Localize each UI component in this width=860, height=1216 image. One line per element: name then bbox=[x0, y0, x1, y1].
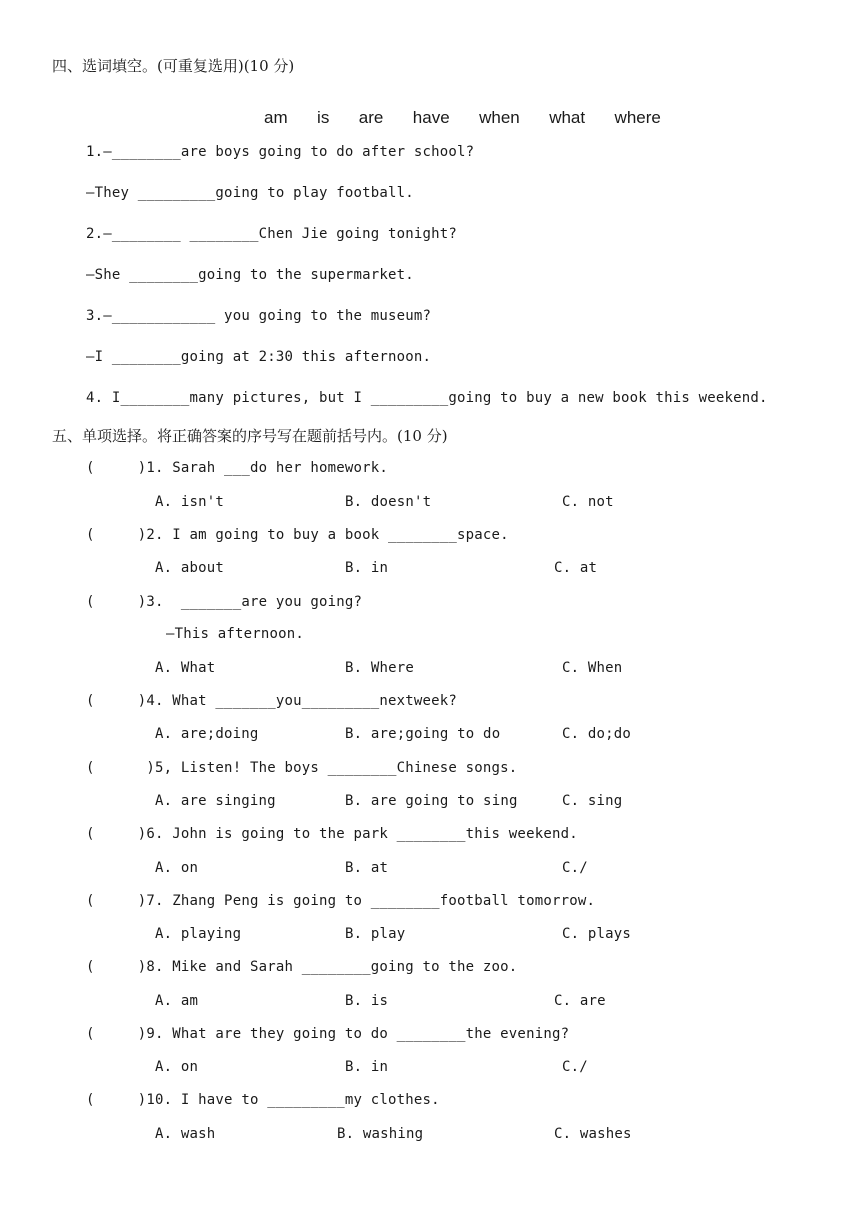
option-b: B. is bbox=[345, 993, 389, 1009]
option-b: B. Where bbox=[345, 660, 415, 676]
option-b: B. are;going to do bbox=[345, 726, 501, 742]
option-b: B. are going to sing bbox=[345, 793, 518, 809]
section4-heading: 四、选词填空。(可重复选用)(10 分) bbox=[52, 57, 295, 75]
option-a: A. am bbox=[155, 993, 199, 1009]
option-c: C./ bbox=[562, 860, 588, 876]
option-a: A. about bbox=[155, 560, 225, 576]
question-stem: ( )5, Listen! The boys ________Chinese songs. bbox=[86, 760, 518, 776]
option-c: C. do;do bbox=[562, 726, 632, 742]
word-bank: am is are have when what where bbox=[264, 108, 661, 127]
option-b: B. doesn't bbox=[345, 494, 432, 510]
option-b: B. washing bbox=[337, 1126, 424, 1142]
option-a: A. on bbox=[155, 860, 199, 876]
question-stem: ( )8. Mike and Sarah ________going to the zoo. bbox=[86, 959, 518, 975]
question-stem: ( )9. What are they going to do ________the evening? bbox=[86, 1026, 570, 1042]
option-b: B. in bbox=[345, 1059, 389, 1075]
option-c: C. sing bbox=[562, 793, 623, 809]
option-c: C. not bbox=[562, 494, 614, 510]
fill-line-3: 2.—________ ________Chen Jie going tonight? bbox=[86, 226, 458, 242]
option-c: C./ bbox=[562, 1059, 588, 1075]
question-stem: ( )3. _______are you going? bbox=[86, 594, 363, 610]
option-a: A. wash bbox=[155, 1126, 216, 1142]
option-c: C. are bbox=[554, 993, 606, 1009]
option-a: A. isn't bbox=[155, 494, 225, 510]
option-a: A. on bbox=[155, 1059, 199, 1075]
fill-line-1: 1.—________are boys going to do after school? bbox=[86, 144, 475, 160]
question-stem: ( )2. I am going to buy a book ________space. bbox=[86, 527, 509, 543]
option-c: C. plays bbox=[562, 926, 632, 942]
option-c: C. When bbox=[562, 660, 623, 676]
question-sub-line: —This afternoon. bbox=[166, 626, 305, 642]
option-b: B. at bbox=[345, 860, 389, 876]
fill-line-5: 3.—____________ you going to the museum? bbox=[86, 308, 432, 324]
question-stem: ( )1. Sarah ___do her homework. bbox=[86, 460, 389, 476]
question-stem: ( )6. John is going to the park ________this weekend. bbox=[86, 826, 578, 842]
fill-line-4: —She ________going to the supermarket. bbox=[86, 267, 414, 283]
fill-line-6: —I ________going at 2:30 this afternoon. bbox=[86, 349, 432, 365]
section5-heading: 五、单项选择。将正确答案的序号写在题前括号内。(10 分) bbox=[52, 427, 448, 445]
option-c: C. at bbox=[554, 560, 598, 576]
question-stem: ( )4. What _______you_________nextweek? bbox=[86, 693, 458, 709]
question-stem: ( )10. I have to _________my clothes. bbox=[86, 1092, 440, 1108]
option-a: A. are singing bbox=[155, 793, 276, 809]
fill-line-2: —They _________going to play football. bbox=[86, 185, 414, 201]
option-a: A. What bbox=[155, 660, 216, 676]
fill-line-7: 4. I________many pictures, but I _________going to buy a new book this weekend. bbox=[86, 390, 768, 406]
option-b: B. play bbox=[345, 926, 406, 942]
option-b: B. in bbox=[345, 560, 389, 576]
option-c: C. washes bbox=[554, 1126, 632, 1142]
question-stem: ( )7. Zhang Peng is going to ________football tomorrow. bbox=[86, 893, 596, 909]
option-a: A. are;doing bbox=[155, 726, 259, 742]
option-a: A. playing bbox=[155, 926, 242, 942]
